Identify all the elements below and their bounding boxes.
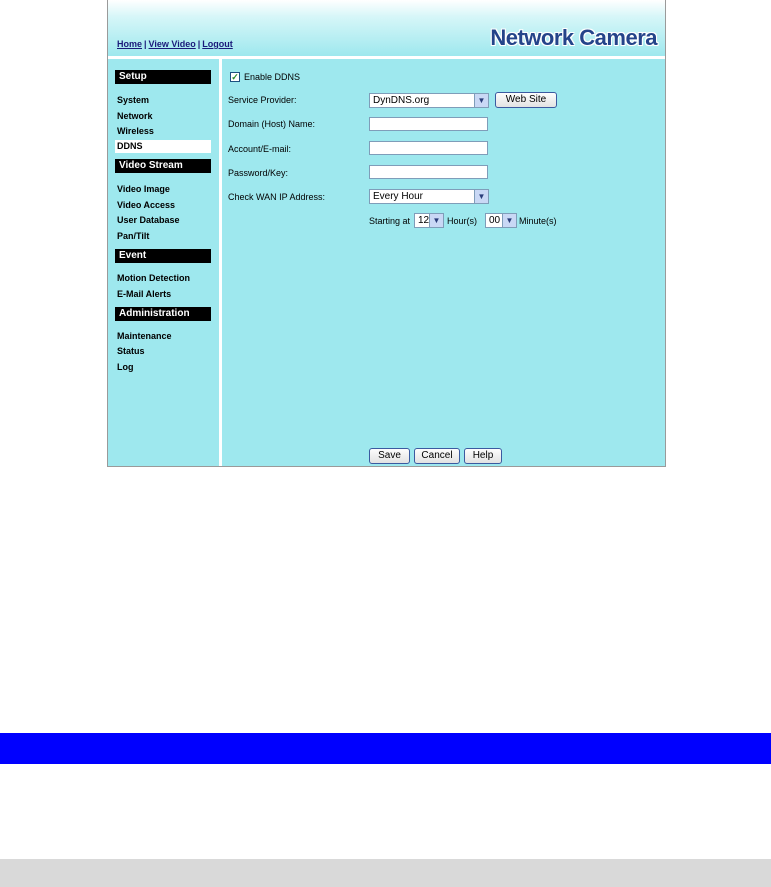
section-header-setup: Setup [115,70,211,84]
enable-ddns-label: Enable DDNS [244,72,301,82]
help-button[interactable]: Help [464,448,502,464]
sidebar-item-maintenance[interactable]: Maintenance [117,331,172,341]
sidebar-item-system[interactable]: System [117,95,150,105]
logout-link[interactable]: Logout [202,39,233,49]
starting-at-label: Starting at [369,216,411,226]
ddns-settings-panel [222,56,665,466]
check-wan-ip-label: Check WAN IP Address: [228,192,326,202]
domain-name-input[interactable] [369,117,488,131]
chevron-down-icon: ▼ [474,190,488,203]
domain-name-label: Domain (Host) Name: [228,119,316,129]
minutes-label: Minute(s) [519,216,557,226]
blue-heading-band [0,733,771,764]
chevron-down-icon: ▼ [502,214,516,227]
account-email-label: Account/E-mail: [228,144,292,154]
link-separator: | [144,39,147,49]
save-button[interactable]: Save [369,448,410,464]
chevron-down-icon: ▼ [429,214,443,227]
chevron-down-icon: ▼ [474,94,488,107]
password-key-input[interactable] [369,165,488,179]
link-separator: | [197,39,201,49]
account-email-input[interactable] [369,141,488,155]
sidebar-item-pan-tilt[interactable]: Pan/Tilt [117,231,150,241]
sidebar-item-log[interactable]: Log [117,362,134,372]
service-provider-select[interactable] [369,93,489,108]
cancel-button[interactable]: Cancel [414,448,460,464]
minute-value: 00 [489,215,501,226]
enable-ddns-checkbox[interactable]: ✓ [231,72,239,82]
service-provider-label: Service Provider: [228,95,297,105]
hours-label: Hour(s) [447,216,478,226]
brand-logo-text: Network Camera [490,25,657,50]
header-bar [108,0,665,56]
top-nav-links [117,39,233,49]
sidebar-item-wireless[interactable]: Wireless [117,126,154,136]
hour-select[interactable] [414,213,444,228]
service-provider-value: DynDNS.org [373,95,430,106]
password-key-label: Password/Key: [228,168,289,178]
sidebar-item-ddns[interactable]: DDNS [115,140,211,153]
web-site-button[interactable]: Web Site [495,92,557,108]
hour-value: 12 [418,215,430,226]
sidebar-item-user-database[interactable]: User Database [117,215,180,225]
sidebar-item-video-access[interactable]: Video Access [117,200,176,210]
sidebar-item-motion-detection[interactable]: Motion Detection [117,273,190,283]
section-header-event: Event [115,249,211,263]
section-header-administration: Administration [115,307,211,321]
minute-select[interactable] [485,213,517,228]
check-wan-ip-value: Every Hour [373,191,424,202]
sidebar-item-video-image[interactable]: Video Image [117,184,170,194]
sidebar-item-email-alerts[interactable]: E-Mail Alerts [117,289,172,299]
home-link[interactable]: Home [117,39,143,49]
sidebar-item-network[interactable]: Network [117,111,153,121]
sidebar-item-status[interactable]: Status [117,346,145,356]
view-video-link[interactable]: View Video [148,39,196,49]
section-header-video-stream: Video Stream [115,159,211,173]
sidebar [108,56,219,466]
check-wan-ip-select[interactable] [369,189,489,204]
gray-band [0,859,771,887]
camera-setup-screenshot [107,0,666,467]
